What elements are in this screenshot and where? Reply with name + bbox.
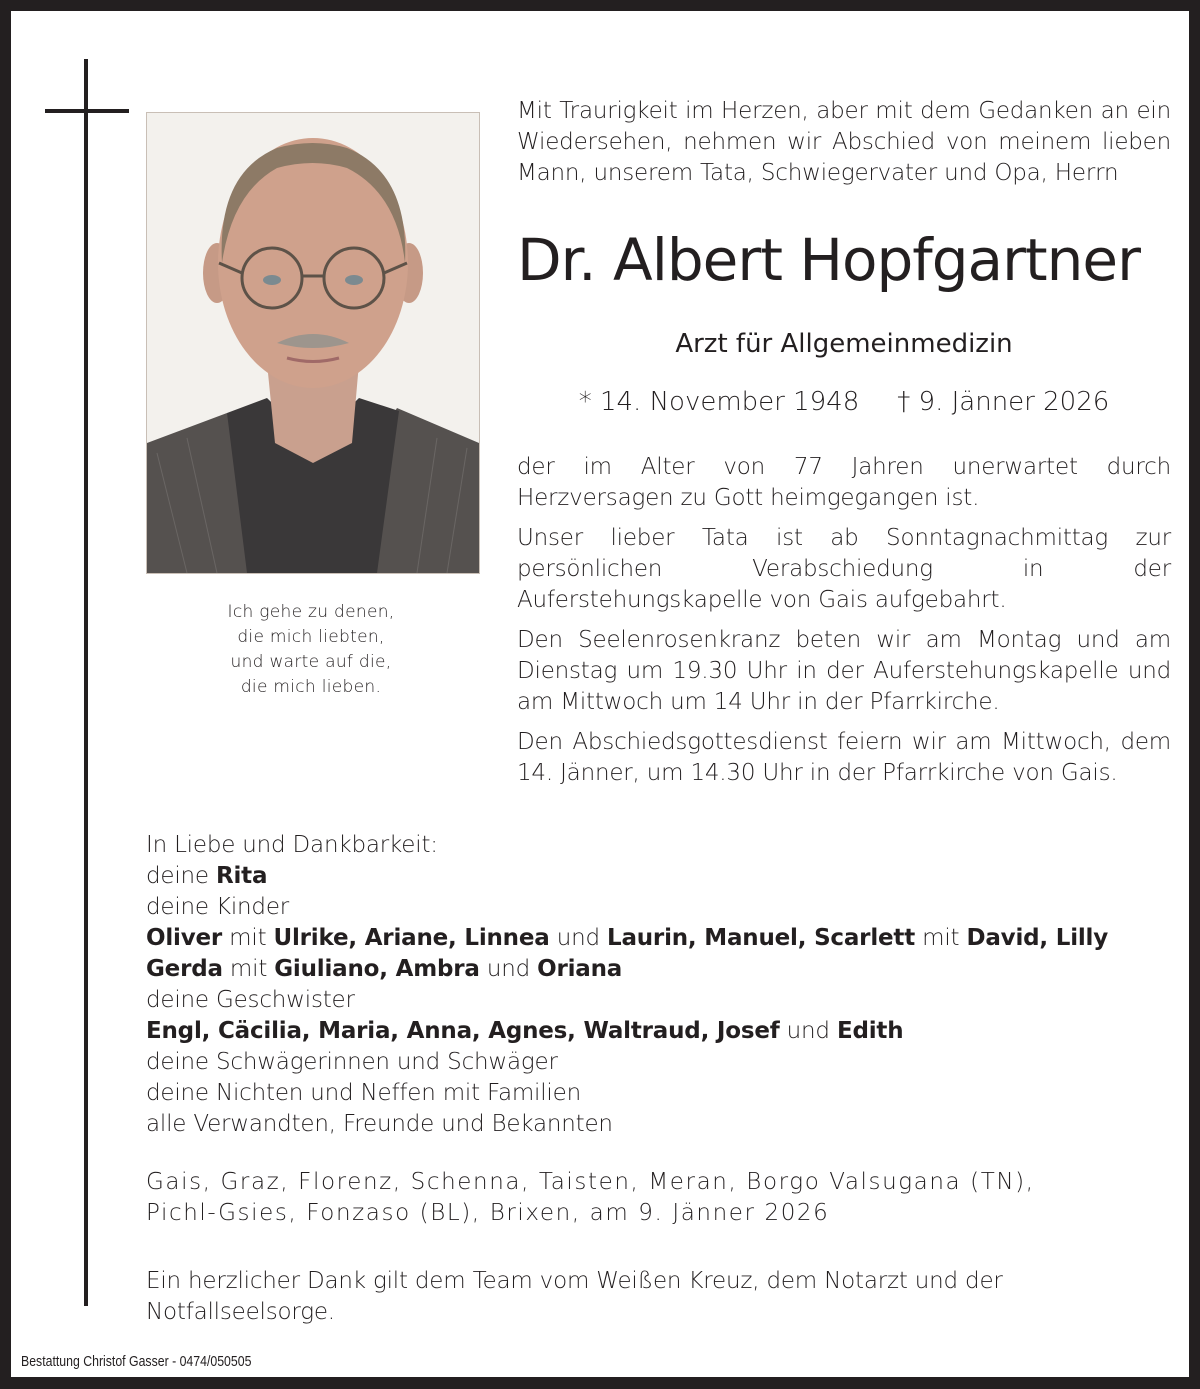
relatives-line: alle Verwandten, Freunde und Bekannten bbox=[146, 1111, 613, 1137]
wife-name: Rita bbox=[215, 863, 268, 889]
partner-names: David, Lilly bbox=[966, 925, 1109, 951]
intro-text: Mit Traurigkeit im Herzen, aber mit dem Gedanken an ein Wiedersehen, nehmen wir Abschied von meinem lieben Mann, unserem Tata, Schwiegervater und Opa, Herrn bbox=[517, 98, 1171, 186]
memorial-quote bbox=[161, 600, 461, 700]
connector: und bbox=[779, 1018, 837, 1044]
child-names: Laurin, Manuel, Scarlett bbox=[606, 925, 915, 951]
connector: mit bbox=[222, 925, 274, 951]
siblings-label: deine Geschwister bbox=[146, 987, 355, 1013]
connector: und bbox=[549, 925, 607, 951]
funeral-home-credit: Bestattung Christof Gasser - 0474/050505 bbox=[21, 1353, 252, 1370]
quote-line: die mich liebten, bbox=[237, 627, 385, 647]
children-label: deine Kinder bbox=[146, 894, 290, 920]
places-line: Gais, Graz, Florenz, Schenna, Taisten, Meran, Borgo Valsugana (TN), bbox=[146, 1169, 1035, 1195]
paragraph-rosary: Den Seelenrosenkranz beten wir am Montag und am Dienstag um 19.30 Uhr in der Auferstehungskapelle und am Mittwoch um 14 Uhr in der Pfarrkirche. bbox=[517, 627, 1171, 715]
birth-date: * 14. November 1948 bbox=[578, 387, 860, 417]
portrait-illustration bbox=[147, 113, 479, 573]
children-row bbox=[146, 954, 1166, 985]
thanks-note: Ein herzlicher Dank gilt dem Team vom Weißen Kreuz, dem Notarzt und der Notfallseelsorge. bbox=[146, 1268, 1003, 1325]
connector: mit bbox=[222, 956, 275, 982]
inlaws-line: deine Schwägerinnen und Schwäger bbox=[146, 1049, 558, 1075]
family-list bbox=[146, 830, 1166, 1140]
children-row bbox=[146, 923, 1166, 954]
grandchild-name: Oriana bbox=[537, 956, 623, 982]
paragraph-passing: der im Alter von 77 Jahren unerwartet durch Herzversagen zu Gott heimgegangen ist. bbox=[517, 454, 1171, 511]
cross-icon-vertical bbox=[84, 59, 88, 1306]
siblings-row bbox=[146, 1016, 1166, 1047]
death-date: † 9. Jänner 2026 bbox=[897, 387, 1110, 417]
quote-line: und warte auf die, bbox=[230, 652, 392, 672]
family-heading: In Liebe und Dankbarkeit: bbox=[146, 832, 438, 858]
connector: und bbox=[479, 956, 538, 982]
label: deine bbox=[146, 863, 216, 889]
child-name: Oliver bbox=[146, 925, 223, 951]
deceased-name: Dr. Albert Hopfgartner bbox=[517, 226, 1140, 294]
places-line: Pichl-Gsies, Fonzaso (BL), Brixen, am 9. Jänner 2026 bbox=[146, 1200, 830, 1226]
quote-line: Ich gehe zu denen, bbox=[227, 602, 395, 622]
grandchildren-names: Ulrike, Ariane, Linnea bbox=[273, 925, 550, 951]
life-dates bbox=[517, 385, 1171, 419]
grandchildren-names: Giuliano, Ambra bbox=[274, 956, 480, 982]
paragraph-viewing: Unser lieber Tata ist ab Sonntagnachmittag zur persönlichen Verabschiedung in der Auferstehungskapelle von Gais aufgebahrt. bbox=[517, 525, 1171, 613]
child-name: Gerda bbox=[146, 956, 223, 982]
paragraph-funeral-service: Den Abschiedsgottesdienst feiern wir am Mittwoch, dem 14. Jänner, um 14.30 Uhr in der Pfarrkirche von Gais. bbox=[517, 729, 1171, 786]
announcement-body bbox=[517, 452, 1171, 798]
nieces-line: deine Nichten und Neffen mit Familien bbox=[146, 1080, 581, 1106]
quote-line: die mich lieben. bbox=[240, 677, 382, 697]
connector: mit bbox=[915, 925, 967, 951]
places-and-date bbox=[146, 1167, 1176, 1229]
deceased-profession: Arzt für Allgemeinmedizin bbox=[675, 329, 1013, 359]
obituary-page bbox=[11, 11, 1189, 1377]
family-wife bbox=[146, 861, 1166, 892]
sibling-names: Engl, Cäcilia, Maria, Anna, Agnes, Waltraud, Josef bbox=[146, 1018, 780, 1044]
cross-icon-horizontal bbox=[45, 109, 129, 113]
portrait-photo bbox=[146, 112, 480, 574]
sibling-name: Edith bbox=[836, 1018, 904, 1044]
